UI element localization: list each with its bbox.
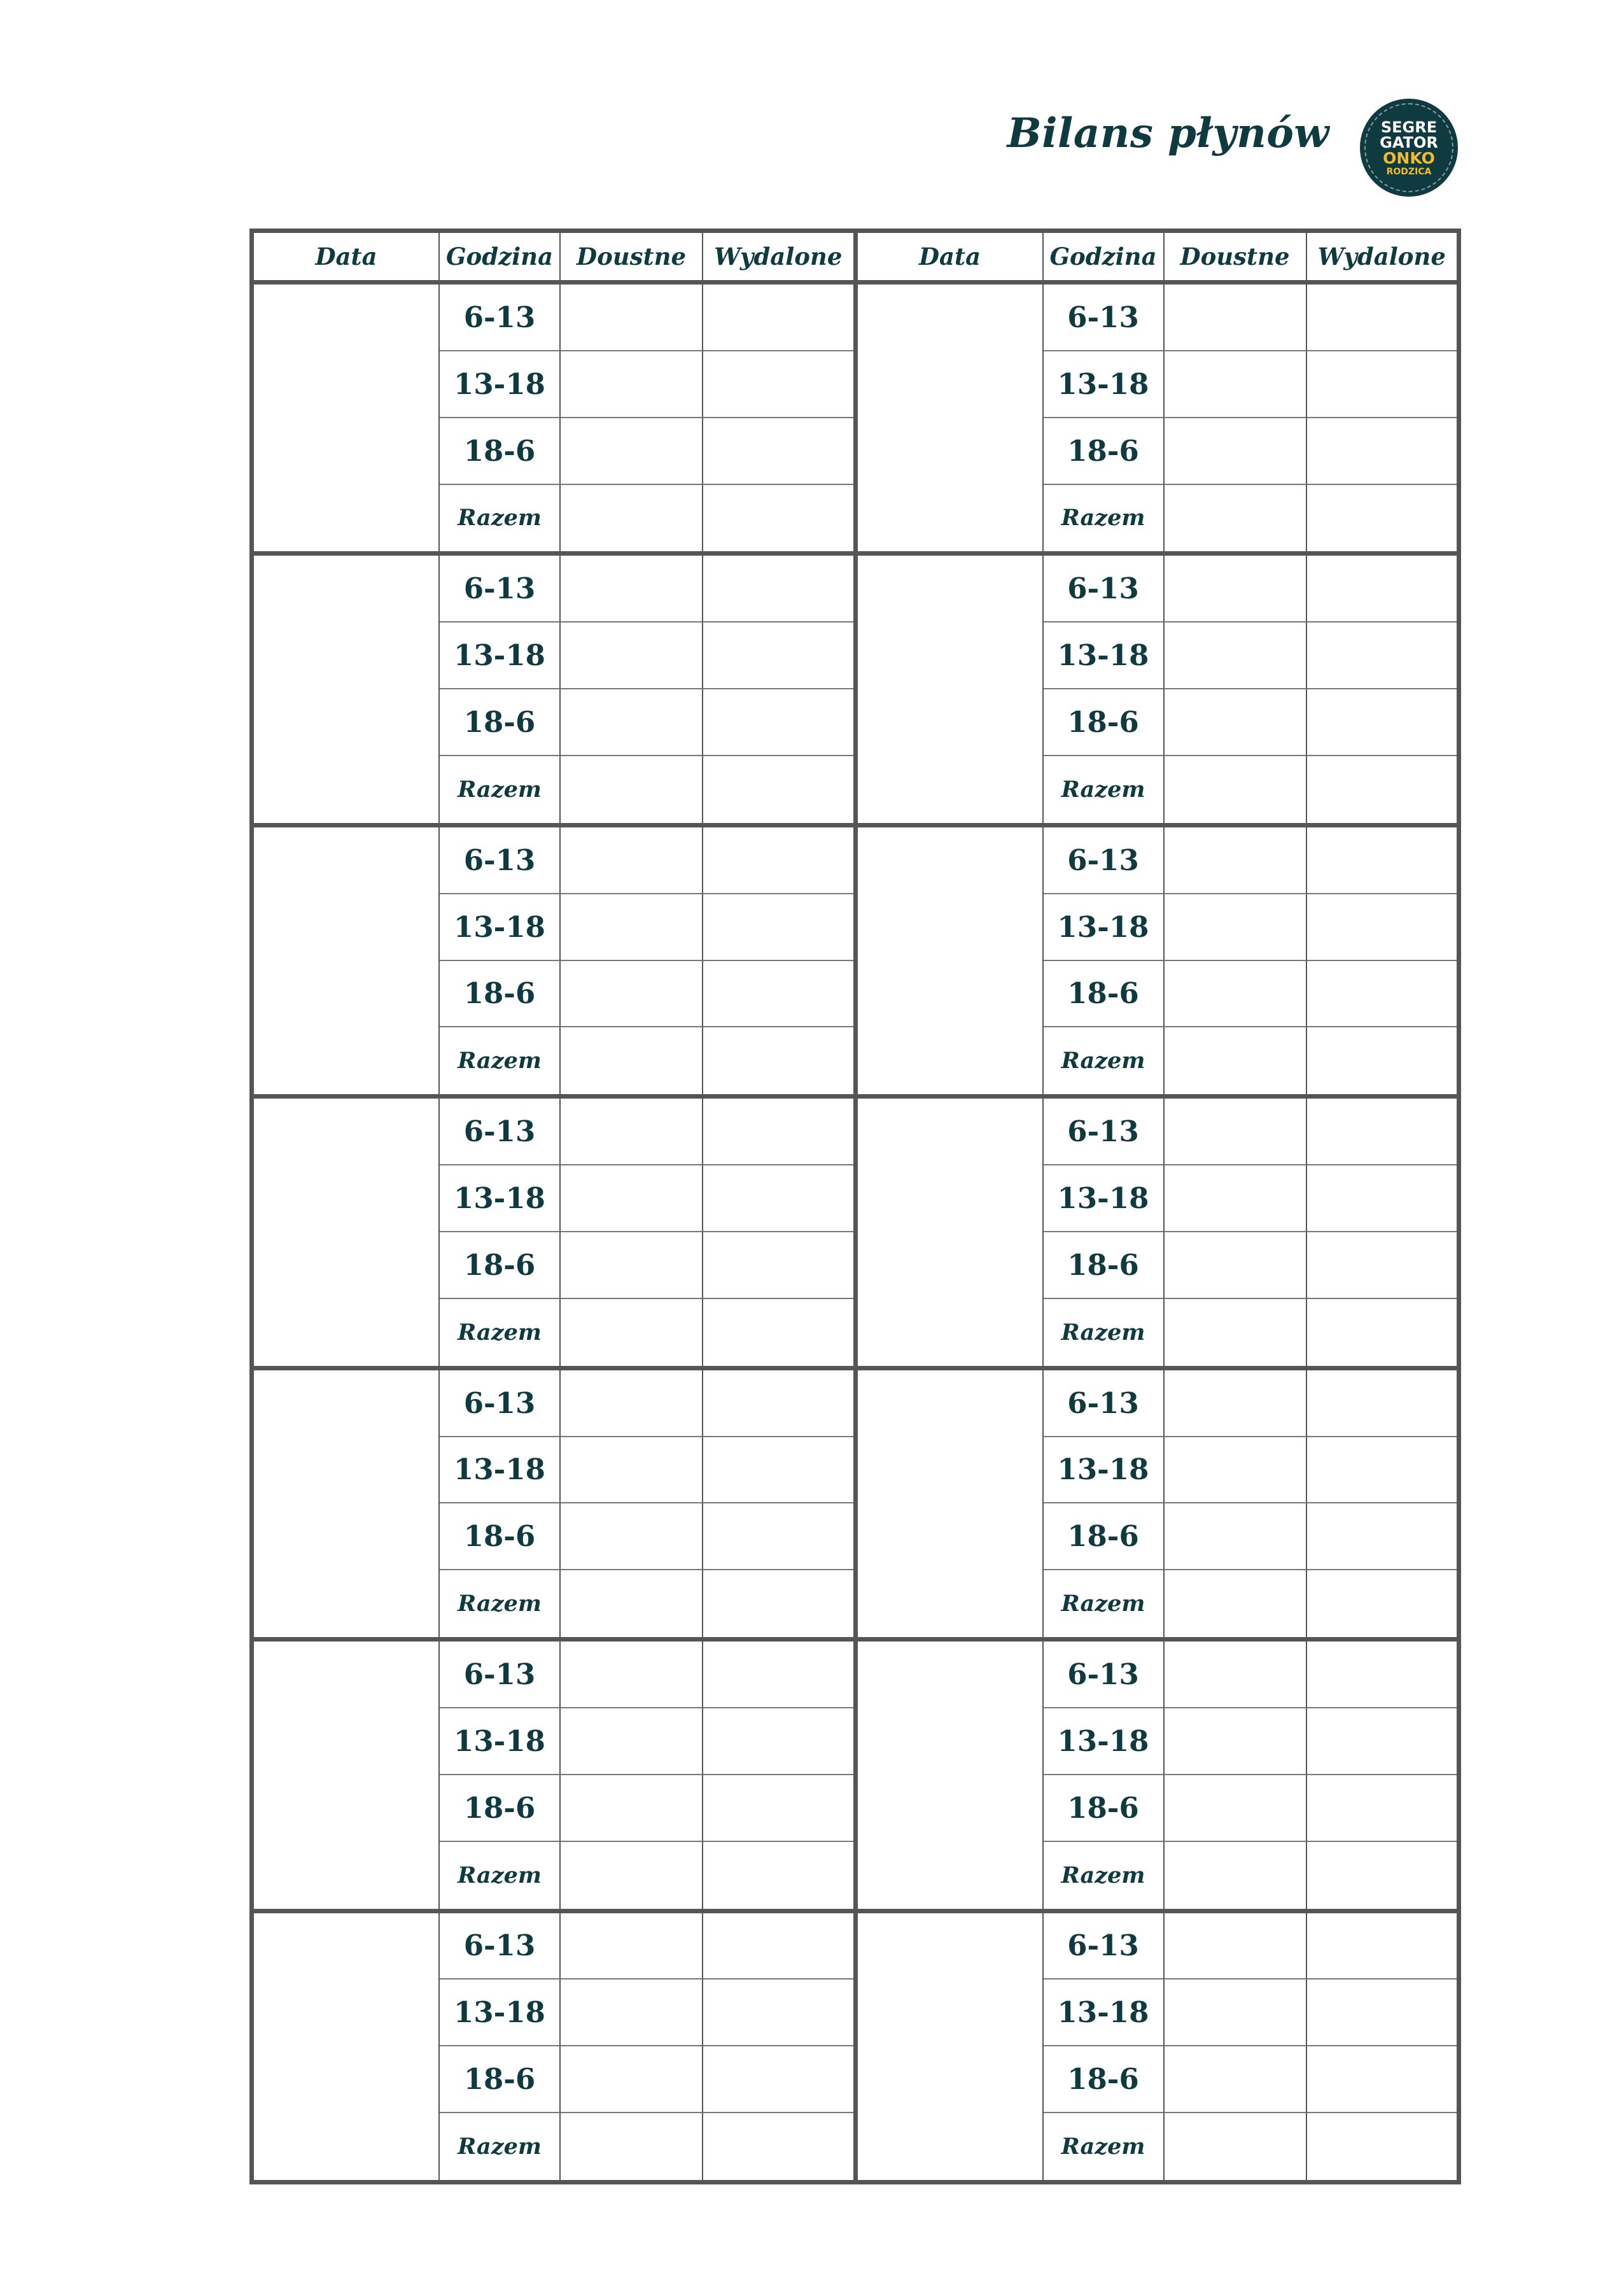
doustne-total-cell[interactable] [561, 2113, 703, 2180]
time-slot-label [440, 351, 561, 418]
doustne-input-cell[interactable] [1165, 827, 1307, 894]
time-slot-label [440, 1979, 561, 2046]
wydalone-input-cell[interactable] [1307, 1437, 1457, 1504]
time-slot-label [1044, 1775, 1165, 1842]
time-slot-label [440, 1370, 561, 1437]
time-slot-text: 13-18 [1057, 1724, 1149, 1758]
date-input-cell[interactable] [254, 1370, 440, 1637]
wydalone-input-cell[interactable] [1307, 556, 1457, 622]
time-slot-text: 6-13 [1067, 1114, 1139, 1149]
wydalone-total-cell[interactable] [1307, 1570, 1457, 1637]
doustne-total-cell[interactable] [1165, 485, 1307, 552]
time-slot-text: 18-6 [1067, 1519, 1139, 1554]
time-slot-text: 13-18 [1057, 1452, 1149, 1487]
wydalone-input-cell[interactable] [1307, 1232, 1457, 1299]
time-slot-label [1044, 1642, 1165, 1708]
doustne-input-cell[interactable] [561, 1370, 703, 1437]
doustne-total-cell[interactable] [1165, 1027, 1307, 1094]
wydalone-input-cell[interactable] [1307, 827, 1457, 894]
time-slot-label [1044, 1437, 1165, 1504]
wydalone-total-cell[interactable] [1307, 1027, 1457, 1094]
wydalone-total-cell[interactable] [1307, 1299, 1457, 1366]
time-slot-text: 6-13 [1067, 572, 1139, 606]
wydalone-input-cell[interactable] [1307, 1708, 1457, 1775]
total-row-label [440, 1299, 561, 1366]
razem-label: Razem [1061, 1591, 1145, 1617]
doustne-input-cell[interactable] [1165, 1979, 1307, 2046]
wydalone-input-cell[interactable] [703, 1979, 853, 2046]
time-slot-label [1044, 285, 1165, 351]
total-row-label [1044, 1570, 1165, 1637]
time-slot-text: 6-13 [1067, 843, 1139, 877]
doustne-input-cell[interactable] [1165, 351, 1307, 418]
wydalone-input-cell[interactable] [1307, 1913, 1457, 1980]
wydalone-input-cell[interactable] [1307, 622, 1457, 689]
time-slot-text: 13-18 [1057, 1181, 1149, 1216]
time-slot-text: 13-18 [454, 638, 545, 673]
doustne-total-cell[interactable] [1165, 756, 1307, 823]
logo-line-onko: ONKO [1383, 148, 1435, 167]
day-block [858, 827, 1457, 1099]
doustne-total-cell[interactable] [561, 1842, 703, 1909]
wydalone-input-cell[interactable] [703, 1437, 853, 1504]
time-slot-text: 6-13 [1067, 1929, 1139, 1963]
column-header-data: Data [858, 233, 1044, 280]
doustne-total-cell[interactable] [1165, 2113, 1307, 2180]
date-input-cell[interactable] [858, 1913, 1044, 2180]
doustne-input-cell[interactable] [561, 1708, 703, 1775]
fluid-balance-table [249, 229, 1461, 2184]
wydalone-input-cell[interactable] [703, 1503, 853, 1570]
wydalone-input-cell[interactable] [1307, 285, 1457, 351]
wydalone-total-cell[interactable] [703, 1299, 853, 1366]
total-row-label [440, 2113, 561, 2180]
doustne-input-cell[interactable] [561, 1979, 703, 2046]
date-input-cell[interactable] [254, 1099, 440, 1365]
date-input-cell[interactable] [254, 556, 440, 822]
razem-label: Razem [1061, 1048, 1145, 1074]
wydalone-total-cell[interactable] [703, 1842, 853, 1909]
doustne-input-cell[interactable] [561, 961, 703, 1028]
time-slot-label [440, 1099, 561, 1165]
time-slot-label [1044, 622, 1165, 689]
doustne-input-cell[interactable] [561, 1437, 703, 1504]
time-slot-label [440, 1503, 561, 1570]
doustne-total-cell[interactable] [561, 485, 703, 552]
razem-label: Razem [458, 505, 542, 531]
time-slot-label [1044, 894, 1165, 961]
total-row-label [1044, 2113, 1165, 2180]
time-slot-label [1044, 689, 1165, 756]
wydalone-total-cell[interactable] [703, 1570, 853, 1637]
total-row-label [1044, 1842, 1165, 1909]
total-row-label [440, 756, 561, 823]
wydalone-input-cell[interactable] [1307, 418, 1457, 485]
time-slot-text: 6-13 [463, 843, 536, 877]
wydalone-input-cell[interactable] [703, 622, 853, 689]
wydalone-input-cell[interactable] [703, 351, 853, 418]
time-slot-label [1044, 556, 1165, 622]
time-slot-text: 6-13 [1067, 300, 1139, 334]
razem-label: Razem [458, 2134, 542, 2160]
doustne-input-cell[interactable] [561, 1232, 703, 1299]
doustne-input-cell[interactable] [1165, 1708, 1307, 1775]
wydalone-input-cell[interactable] [1307, 1979, 1457, 2046]
doustne-input-cell[interactable] [1165, 1437, 1307, 1504]
header-row [858, 233, 1457, 285]
razem-label: Razem [1061, 776, 1145, 803]
day-block [254, 1099, 853, 1370]
doustne-total-cell[interactable] [561, 1027, 703, 1094]
wydalone-total-cell[interactable] [1307, 756, 1457, 823]
wydalone-input-cell[interactable] [1307, 1775, 1457, 1842]
razem-label: Razem [1061, 2134, 1145, 2160]
wydalone-input-cell[interactable] [703, 418, 853, 485]
razem-label: Razem [1061, 1862, 1145, 1888]
segregator-onko-rodzica-logo [1360, 99, 1458, 197]
time-slot-label [1044, 351, 1165, 418]
time-slot-label [440, 2046, 561, 2113]
time-slot-label [440, 1913, 561, 1980]
doustne-input-cell[interactable] [561, 827, 703, 894]
time-slot-text: 13-18 [1057, 638, 1149, 673]
razem-label: Razem [458, 1319, 542, 1346]
time-slot-text: 6-13 [1067, 1386, 1139, 1420]
doustne-input-cell[interactable] [1165, 1503, 1307, 1570]
wydalone-total-cell[interactable] [1307, 485, 1457, 552]
wydalone-input-cell[interactable] [703, 1165, 853, 1232]
time-slot-label [440, 689, 561, 756]
wydalone-input-cell[interactable] [703, 894, 853, 961]
day-block [254, 827, 853, 1099]
doustne-input-cell[interactable] [561, 2046, 703, 2113]
time-slot-label [1044, 1099, 1165, 1165]
razem-label: Razem [458, 776, 542, 803]
wydalone-total-cell[interactable] [703, 2113, 853, 2180]
time-slot-text: 6-13 [463, 1929, 536, 1963]
wydalone-input-cell[interactable] [703, 556, 853, 622]
wydalone-input-cell[interactable] [1307, 961, 1457, 1028]
time-slot-text: 13-18 [454, 1181, 545, 1216]
doustne-input-cell[interactable] [1165, 418, 1307, 485]
doustne-input-cell[interactable] [561, 351, 703, 418]
date-input-cell[interactable] [858, 1370, 1044, 1637]
time-slot-label [1044, 1165, 1165, 1232]
day-block [858, 556, 1457, 827]
doustne-input-cell[interactable] [1165, 1642, 1307, 1708]
wydalone-input-cell[interactable] [703, 1708, 853, 1775]
doustne-input-cell[interactable] [561, 894, 703, 961]
wydalone-input-cell[interactable] [703, 689, 853, 756]
doustne-input-cell[interactable] [1165, 1232, 1307, 1299]
date-input-cell[interactable] [858, 556, 1044, 822]
doustne-input-cell[interactable] [1165, 689, 1307, 756]
wydalone-input-cell[interactable] [1307, 894, 1457, 961]
doustne-input-cell[interactable] [1165, 961, 1307, 1028]
time-slot-text: 13-18 [454, 1995, 545, 2030]
total-row-label [1044, 485, 1165, 552]
time-slot-text: 13-18 [1057, 910, 1149, 944]
razem-label: Razem [1061, 1319, 1145, 1346]
doustne-input-cell[interactable] [1165, 622, 1307, 689]
time-slot-text: 13-18 [454, 910, 545, 944]
wydalone-total-cell[interactable] [703, 756, 853, 823]
total-row-label [1044, 756, 1165, 823]
doustne-input-cell[interactable] [1165, 1370, 1307, 1437]
doustne-input-cell[interactable] [561, 285, 703, 351]
doustne-input-cell[interactable] [561, 1775, 703, 1842]
time-slot-label [440, 418, 561, 485]
time-slot-text: 6-13 [463, 300, 536, 334]
page-title: Bilans płynów [1007, 109, 1329, 157]
time-slot-text: 13-18 [454, 1724, 545, 1758]
logo-line-gator: GATOR [1380, 133, 1438, 151]
time-slot-text: 13-18 [1057, 367, 1149, 401]
total-row-label [1044, 1027, 1165, 1094]
time-slot-text: 18-6 [463, 705, 536, 740]
logo-line-rodzica: RODZICA [1386, 166, 1432, 177]
table-left-half [254, 233, 858, 2180]
date-input-cell[interactable] [858, 1099, 1044, 1365]
doustne-input-cell[interactable] [561, 1642, 703, 1708]
time-slot-label [440, 961, 561, 1028]
time-slot-label [1044, 1708, 1165, 1775]
wydalone-input-cell[interactable] [703, 285, 853, 351]
wydalone-input-cell[interactable] [1307, 2046, 1457, 2113]
wydalone-input-cell[interactable] [1307, 1503, 1457, 1570]
wydalone-input-cell[interactable] [703, 1775, 853, 1842]
razem-label: Razem [458, 1862, 542, 1888]
time-slot-text: 18-6 [463, 433, 536, 468]
time-slot-label [1044, 1232, 1165, 1299]
time-slot-text: 18-6 [1067, 705, 1139, 740]
time-slot-text: 18-6 [463, 2062, 536, 2097]
wydalone-input-cell[interactable] [703, 1642, 853, 1708]
time-slot-label [440, 622, 561, 689]
wydalone-input-cell[interactable] [703, 827, 853, 894]
doustne-total-cell[interactable] [1165, 1842, 1307, 1909]
doustne-total-cell[interactable] [561, 1299, 703, 1366]
time-slot-label [440, 894, 561, 961]
column-header-godzina: Godzina [1044, 233, 1165, 280]
time-slot-label [440, 1708, 561, 1775]
time-slot-text: 18-6 [1067, 433, 1139, 468]
wydalone-total-cell[interactable] [703, 485, 853, 552]
doustne-input-cell[interactable] [1165, 894, 1307, 961]
total-row-label [440, 485, 561, 552]
table-right-half [858, 233, 1457, 2180]
time-slot-text: 18-6 [1067, 2062, 1139, 2097]
wydalone-input-cell[interactable] [1307, 1642, 1457, 1708]
time-slot-text: 6-13 [1067, 1657, 1139, 1692]
time-slot-text: 6-13 [463, 1114, 536, 1149]
doustne-input-cell[interactable] [561, 1099, 703, 1165]
doustne-total-cell[interactable] [561, 1570, 703, 1637]
column-header-wydalone: Wydalone [714, 243, 843, 271]
time-slot-text: 13-18 [1057, 1995, 1149, 2030]
doustne-input-cell[interactable] [1165, 1165, 1307, 1232]
time-slot-text: 13-18 [454, 1452, 545, 1487]
time-slot-text: 18-6 [1067, 976, 1139, 1011]
time-slot-label [440, 827, 561, 894]
time-slot-label [1044, 418, 1165, 485]
time-slot-label [440, 1232, 561, 1299]
doustne-input-cell[interactable] [1165, 1775, 1307, 1842]
time-slot-label [440, 556, 561, 622]
doustne-input-cell[interactable] [561, 1913, 703, 1980]
column-header-data: Data [254, 233, 440, 280]
header-row [254, 233, 853, 285]
total-row-label [440, 1027, 561, 1094]
column-header-wydalone: Wydalone [1317, 243, 1446, 271]
date-input-cell[interactable] [858, 827, 1044, 1094]
date-input-cell[interactable] [254, 1913, 440, 2180]
doustne-input-cell[interactable] [1165, 2046, 1307, 2113]
wydalone-input-cell[interactable] [1307, 351, 1457, 418]
razem-label: Razem [1061, 505, 1145, 531]
time-slot-text: 13-18 [454, 367, 545, 401]
time-slot-label [440, 1642, 561, 1708]
doustne-input-cell[interactable] [561, 1503, 703, 1570]
time-slot-label [1044, 1370, 1165, 1437]
date-input-cell[interactable] [858, 285, 1044, 551]
day-block [254, 285, 853, 556]
time-slot-text: 6-13 [463, 1657, 536, 1692]
doustne-total-cell[interactable] [561, 756, 703, 823]
razem-label: Razem [458, 1048, 542, 1074]
time-slot-text: 18-6 [463, 1790, 536, 1825]
date-input-cell[interactable] [858, 1642, 1044, 1908]
wydalone-input-cell[interactable] [703, 1913, 853, 1980]
total-row-label [440, 1842, 561, 1909]
column-header-godzina: Godzina [440, 233, 561, 280]
day-block [254, 1370, 853, 1642]
time-slot-label [1044, 1503, 1165, 1570]
wydalone-input-cell[interactable] [703, 2046, 853, 2113]
razem-label: Razem [458, 1591, 542, 1617]
wydalone-total-cell[interactable] [1307, 2113, 1457, 2180]
time-slot-label [1044, 1979, 1165, 2046]
day-block [858, 1099, 1457, 1370]
doustne-total-cell[interactable] [1165, 1299, 1307, 1366]
time-slot-label [1044, 1913, 1165, 1980]
time-slot-label [440, 1775, 561, 1842]
time-slot-text: 18-6 [1067, 1248, 1139, 1282]
time-slot-label [440, 1165, 561, 1232]
wydalone-input-cell[interactable] [1307, 689, 1457, 756]
time-slot-text: 18-6 [463, 976, 536, 1011]
time-slot-text: 18-6 [463, 1248, 536, 1282]
time-slot-label [1044, 961, 1165, 1028]
doustne-input-cell[interactable] [1165, 1913, 1307, 1980]
doustne-input-cell[interactable] [561, 556, 703, 622]
time-slot-label [440, 285, 561, 351]
wydalone-total-cell[interactable] [703, 1027, 853, 1094]
day-block [254, 1913, 853, 2180]
doustne-input-cell[interactable] [561, 689, 703, 756]
total-row-label [1044, 1299, 1165, 1366]
column-header-doustne: Doustne [561, 233, 703, 280]
date-input-cell[interactable] [254, 285, 440, 551]
wydalone-total-cell[interactable] [1307, 1842, 1457, 1909]
time-slot-text: 6-13 [463, 572, 536, 606]
date-input-cell[interactable] [254, 1642, 440, 1908]
column-header-doustne: Doustne [1165, 233, 1307, 280]
time-slot-text: 18-6 [1067, 1790, 1139, 1825]
wydalone-input-cell[interactable] [703, 1099, 853, 1165]
doustne-input-cell[interactable] [1165, 285, 1307, 351]
doustne-input-cell[interactable] [561, 622, 703, 689]
wydalone-input-cell[interactable] [703, 1232, 853, 1299]
day-block [254, 556, 853, 827]
time-slot-text: 6-13 [463, 1386, 536, 1420]
day-block [858, 1370, 1457, 1642]
doustne-input-cell[interactable] [561, 1165, 703, 1232]
time-slot-label [1044, 2046, 1165, 2113]
day-block [254, 1642, 853, 1913]
wydalone-input-cell[interactable] [703, 961, 853, 1028]
wydalone-input-cell[interactable] [1307, 1370, 1457, 1437]
wydalone-input-cell[interactable] [703, 1370, 853, 1437]
day-block [858, 1642, 1457, 1913]
time-slot-label [1044, 827, 1165, 894]
wydalone-input-cell[interactable] [1307, 1165, 1457, 1232]
total-row-label [440, 1570, 561, 1637]
doustne-total-cell[interactable] [1165, 1570, 1307, 1637]
time-slot-text: 18-6 [463, 1519, 536, 1554]
date-input-cell[interactable] [254, 827, 440, 1094]
day-block [858, 285, 1457, 556]
doustne-input-cell[interactable] [1165, 556, 1307, 622]
wydalone-input-cell[interactable] [1307, 1099, 1457, 1165]
logo-line-segre: SEGRE [1380, 118, 1438, 136]
day-block [858, 1913, 1457, 2180]
doustne-input-cell[interactable] [561, 418, 703, 485]
time-slot-label [440, 1437, 561, 1504]
doustne-input-cell[interactable] [1165, 1099, 1307, 1165]
